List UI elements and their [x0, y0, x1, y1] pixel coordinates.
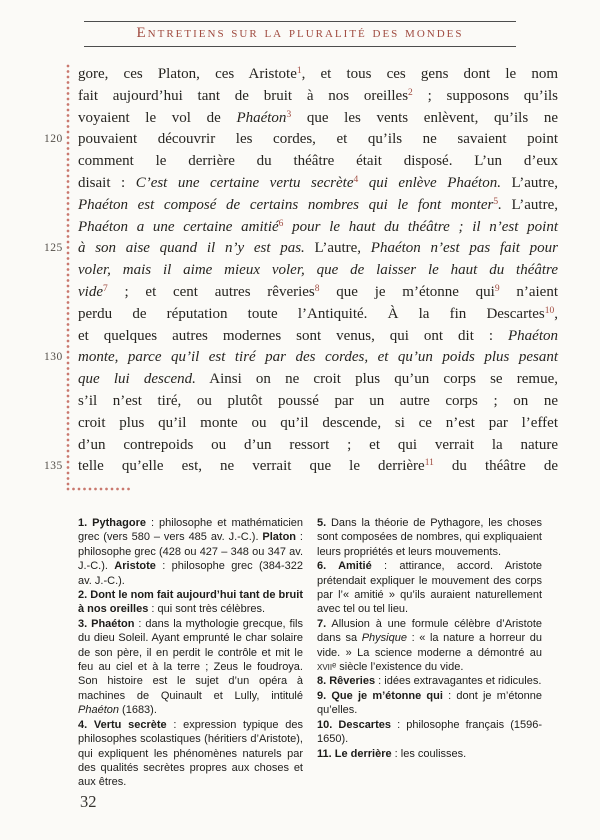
text-segment: pouvaient découvrir les cordes, et qu’ils ne savaient point [78, 131, 558, 148]
text-line [78, 369, 558, 391]
margin-dotted-line-vertical [66, 64, 70, 488]
text-segment: 2. Dont le nom fait aujourd’hui tant de bruit à nos oreilles [78, 589, 303, 616]
footnote [317, 674, 542, 688]
running-head [84, 21, 516, 47]
text-segment: gore, ces Platon, ces Aristote [78, 66, 297, 82]
text-segment: : philosophe grec (428 ou 427 – 348 ou 347 av. J.-C.). [78, 531, 303, 573]
page-header-title: Entretiens sur la pluralité des mondes [136, 25, 464, 41]
text-segment: fait aujourd’hui tant de bruit à nos oreilles [78, 87, 409, 104]
footnote [317, 689, 542, 718]
text-line [78, 391, 558, 413]
note-reference: 5 [493, 196, 499, 207]
footnotes-left-column [78, 516, 303, 790]
text-segment: : dans la mythologie grecque, fils du dieu Soleil. Ayant emprunté le char solaire de son père, il en perdit le contrôle et mit le feu au ciel et à la terre ; Zeus le foudroya. Son histoire est le sujet d’un opéra à machines de Quinault et Lully, intitulé [78, 617, 303, 702]
text-segment: telle qu’elle est, ne verrait que le derrière [78, 458, 425, 475]
text-segment: ; et cent autres rêveries [107, 283, 315, 300]
text-segment: Phaéton [236, 109, 287, 126]
text-line [78, 195, 558, 217]
text-segment: qui enlève Phaéton. [358, 174, 501, 191]
note-reference: 6 [278, 218, 284, 229]
text-line [44, 456, 558, 478]
text-segment: Ainsi on ne croit plus qu’un corps se remue, [195, 371, 558, 388]
note-reference: 3 [286, 109, 292, 120]
text-segment: 6. Amitié [317, 560, 372, 573]
line-number: 125 [44, 242, 63, 255]
text-segment: ; supposons qu’ils [412, 87, 558, 104]
text-segment: 7. [317, 617, 327, 630]
text-line [78, 435, 558, 457]
text-segment: voler, mais il aime mieux voler, que de laisser le haut du théâtre [78, 262, 558, 279]
footnote [317, 559, 542, 617]
text-segment: monte, parce qu’il est tiré par des cordes, et qu’un poids plus pesant [78, 349, 558, 366]
text-line [78, 282, 558, 304]
line-number: 135 [44, 460, 63, 473]
text-segment: Phaéton n’est pas fait pour [370, 240, 558, 257]
footnote [317, 516, 542, 559]
text-segment: voyaient le vol de [78, 109, 237, 126]
text-segment: : attirance, accord. Aristote prétendait expliquer le mouvement des corps par l’« amitié » qu’ils auraient naturellement avec tel ou tel lieu. [317, 560, 542, 616]
text-segment: à son aise quand il n’y est pas. [78, 240, 305, 257]
text-segment: Phaéton [78, 704, 119, 717]
text-segment: C’est une certaine vertu secrète [135, 174, 354, 191]
text-line [78, 86, 558, 108]
page-number: 32 [80, 792, 97, 811]
text-segment: , et tous ces gens dont le nom [301, 66, 558, 82]
text-segment: que les vents enlèvent, qu’ils ne [291, 109, 558, 126]
text-segment: Phaéton [508, 327, 558, 344]
text-segment: : philosophe grec (384-322 av. J.-C.). [78, 560, 303, 587]
line-number: 130 [44, 351, 63, 364]
text-segment: 10. Descartes [317, 718, 391, 731]
note-reference: 10 [544, 305, 555, 316]
text-segment: 11. Le derrière [317, 747, 392, 760]
text-line [78, 151, 558, 173]
text-segment: Aristote [114, 560, 156, 573]
text-segment: Platon [262, 531, 297, 544]
note-reference: 7 [102, 283, 108, 294]
text-segment: comment le derrière du théâtre était disposé. L’un d’eux [78, 153, 558, 170]
text-segment: d’un contrepoids ou d’un ressort ; et qui verrait la nature [78, 436, 558, 453]
footnote [78, 516, 303, 588]
text-line [78, 326, 558, 348]
footnote [317, 718, 542, 747]
text-segment: que je m’étonne qui [319, 283, 495, 300]
text-segment: vide [78, 283, 103, 300]
text-line [78, 260, 558, 282]
text-segment: . [498, 196, 502, 213]
text-segment: s’il n’est tiré, ou plutôt poussé par un autre corps ; on ne [78, 392, 558, 409]
note-reference: 11 [424, 458, 434, 469]
text-line [44, 238, 558, 260]
footnotes-section [78, 516, 542, 790]
footnote [78, 718, 303, 790]
note-reference: 8 [314, 283, 320, 294]
note-reference: 9 [494, 283, 500, 294]
text-segment: xviiᵉ [317, 661, 337, 674]
line-number: 120 [44, 133, 63, 146]
text-segment: Dans la théorie de Pythagore, les choses sont composées de nombres, qui expliquaient leurs propriétés et leurs mouvements. [317, 517, 542, 558]
text-segment: , [554, 305, 558, 322]
text-segment: Phaéton est composé de certains nombres qui le font monter [78, 196, 494, 213]
text-segment: 8. Rêveries [317, 675, 376, 688]
text-line [44, 347, 558, 369]
text-line [78, 413, 558, 435]
text-segment: : les coulisses. [391, 747, 467, 760]
footnotes-right-column [317, 516, 542, 790]
text-segment: L’autre, [501, 196, 558, 213]
text-segment: : qui sont très célèbres. [148, 603, 266, 616]
footnote [78, 617, 303, 718]
footnote [78, 588, 303, 617]
text-segment: n’aient [499, 283, 559, 300]
text-segment: : expression typique des philosophes scolastiques (héritiers d’Aristote), qui expliquent les phénomènes naturels par des qualités secrètes propres aux choses et aux êtres. [78, 718, 303, 789]
text-segment: L’autre, [304, 240, 371, 257]
footnote [317, 747, 542, 761]
footnote [317, 617, 542, 675]
text-segment: 1. Pythagore [78, 517, 146, 529]
text-line [78, 108, 558, 130]
text-segment: 4. Vertu secrète [78, 718, 167, 731]
text-segment: siècle l’existence du vide. [336, 661, 464, 674]
margin-dotted-line-horizontal [66, 487, 132, 491]
note-reference: 2 [408, 87, 413, 98]
text-segment: croit plus qu’il monte ou qu’il descende, si ce n’est par l’effet [78, 414, 558, 431]
header-rule-bottom [84, 46, 516, 47]
text-segment: pour le haut du théâtre ; il n’est point [283, 218, 558, 235]
text-line [78, 64, 558, 86]
text-segment: Allusion à une formule célèbre d’Aristote dans sa [317, 617, 542, 645]
text-line [78, 217, 558, 239]
text-segment: et quelques autres modernes sont venus, qui ont dit : [78, 327, 508, 344]
text-segment: (1683). [118, 704, 157, 717]
text-segment: perdu de réputation toute l’Antiquité. À la fin Descartes [78, 305, 545, 322]
text-segment: : philosophe français (1596-1650). [317, 718, 542, 746]
text-segment: : idées extravagantes et ridicules. [375, 675, 542, 688]
text-segment: : philosophe et mathématicien grec (vers 580 – vers 485 av. J.-C.). [78, 517, 303, 544]
text-segment: : dont je m’étonne qu’elles. [317, 689, 542, 717]
text-segment: disait : [78, 174, 136, 191]
text-segment: du théâtre de [433, 458, 558, 475]
note-reference: 4 [353, 174, 359, 185]
main-text [44, 64, 559, 478]
text-segment: que lui descend. [78, 371, 196, 388]
text-segment: : « la nature a horreur du vide. » La science moderne a démontré au [317, 632, 542, 659]
text-segment: L’autre, [500, 174, 558, 191]
text-segment: 3. Phaéton [78, 617, 135, 630]
text-segment: Phaéton a une certaine amitié [78, 218, 279, 235]
text-segment: 5. [317, 517, 327, 529]
text-segment: 9. Que je m’étonne qui [317, 689, 443, 702]
note-reference: 1 [296, 66, 302, 76]
text-line [78, 173, 558, 195]
text-segment: Physique [361, 632, 407, 645]
text-line [44, 129, 558, 151]
text-line [78, 304, 558, 326]
